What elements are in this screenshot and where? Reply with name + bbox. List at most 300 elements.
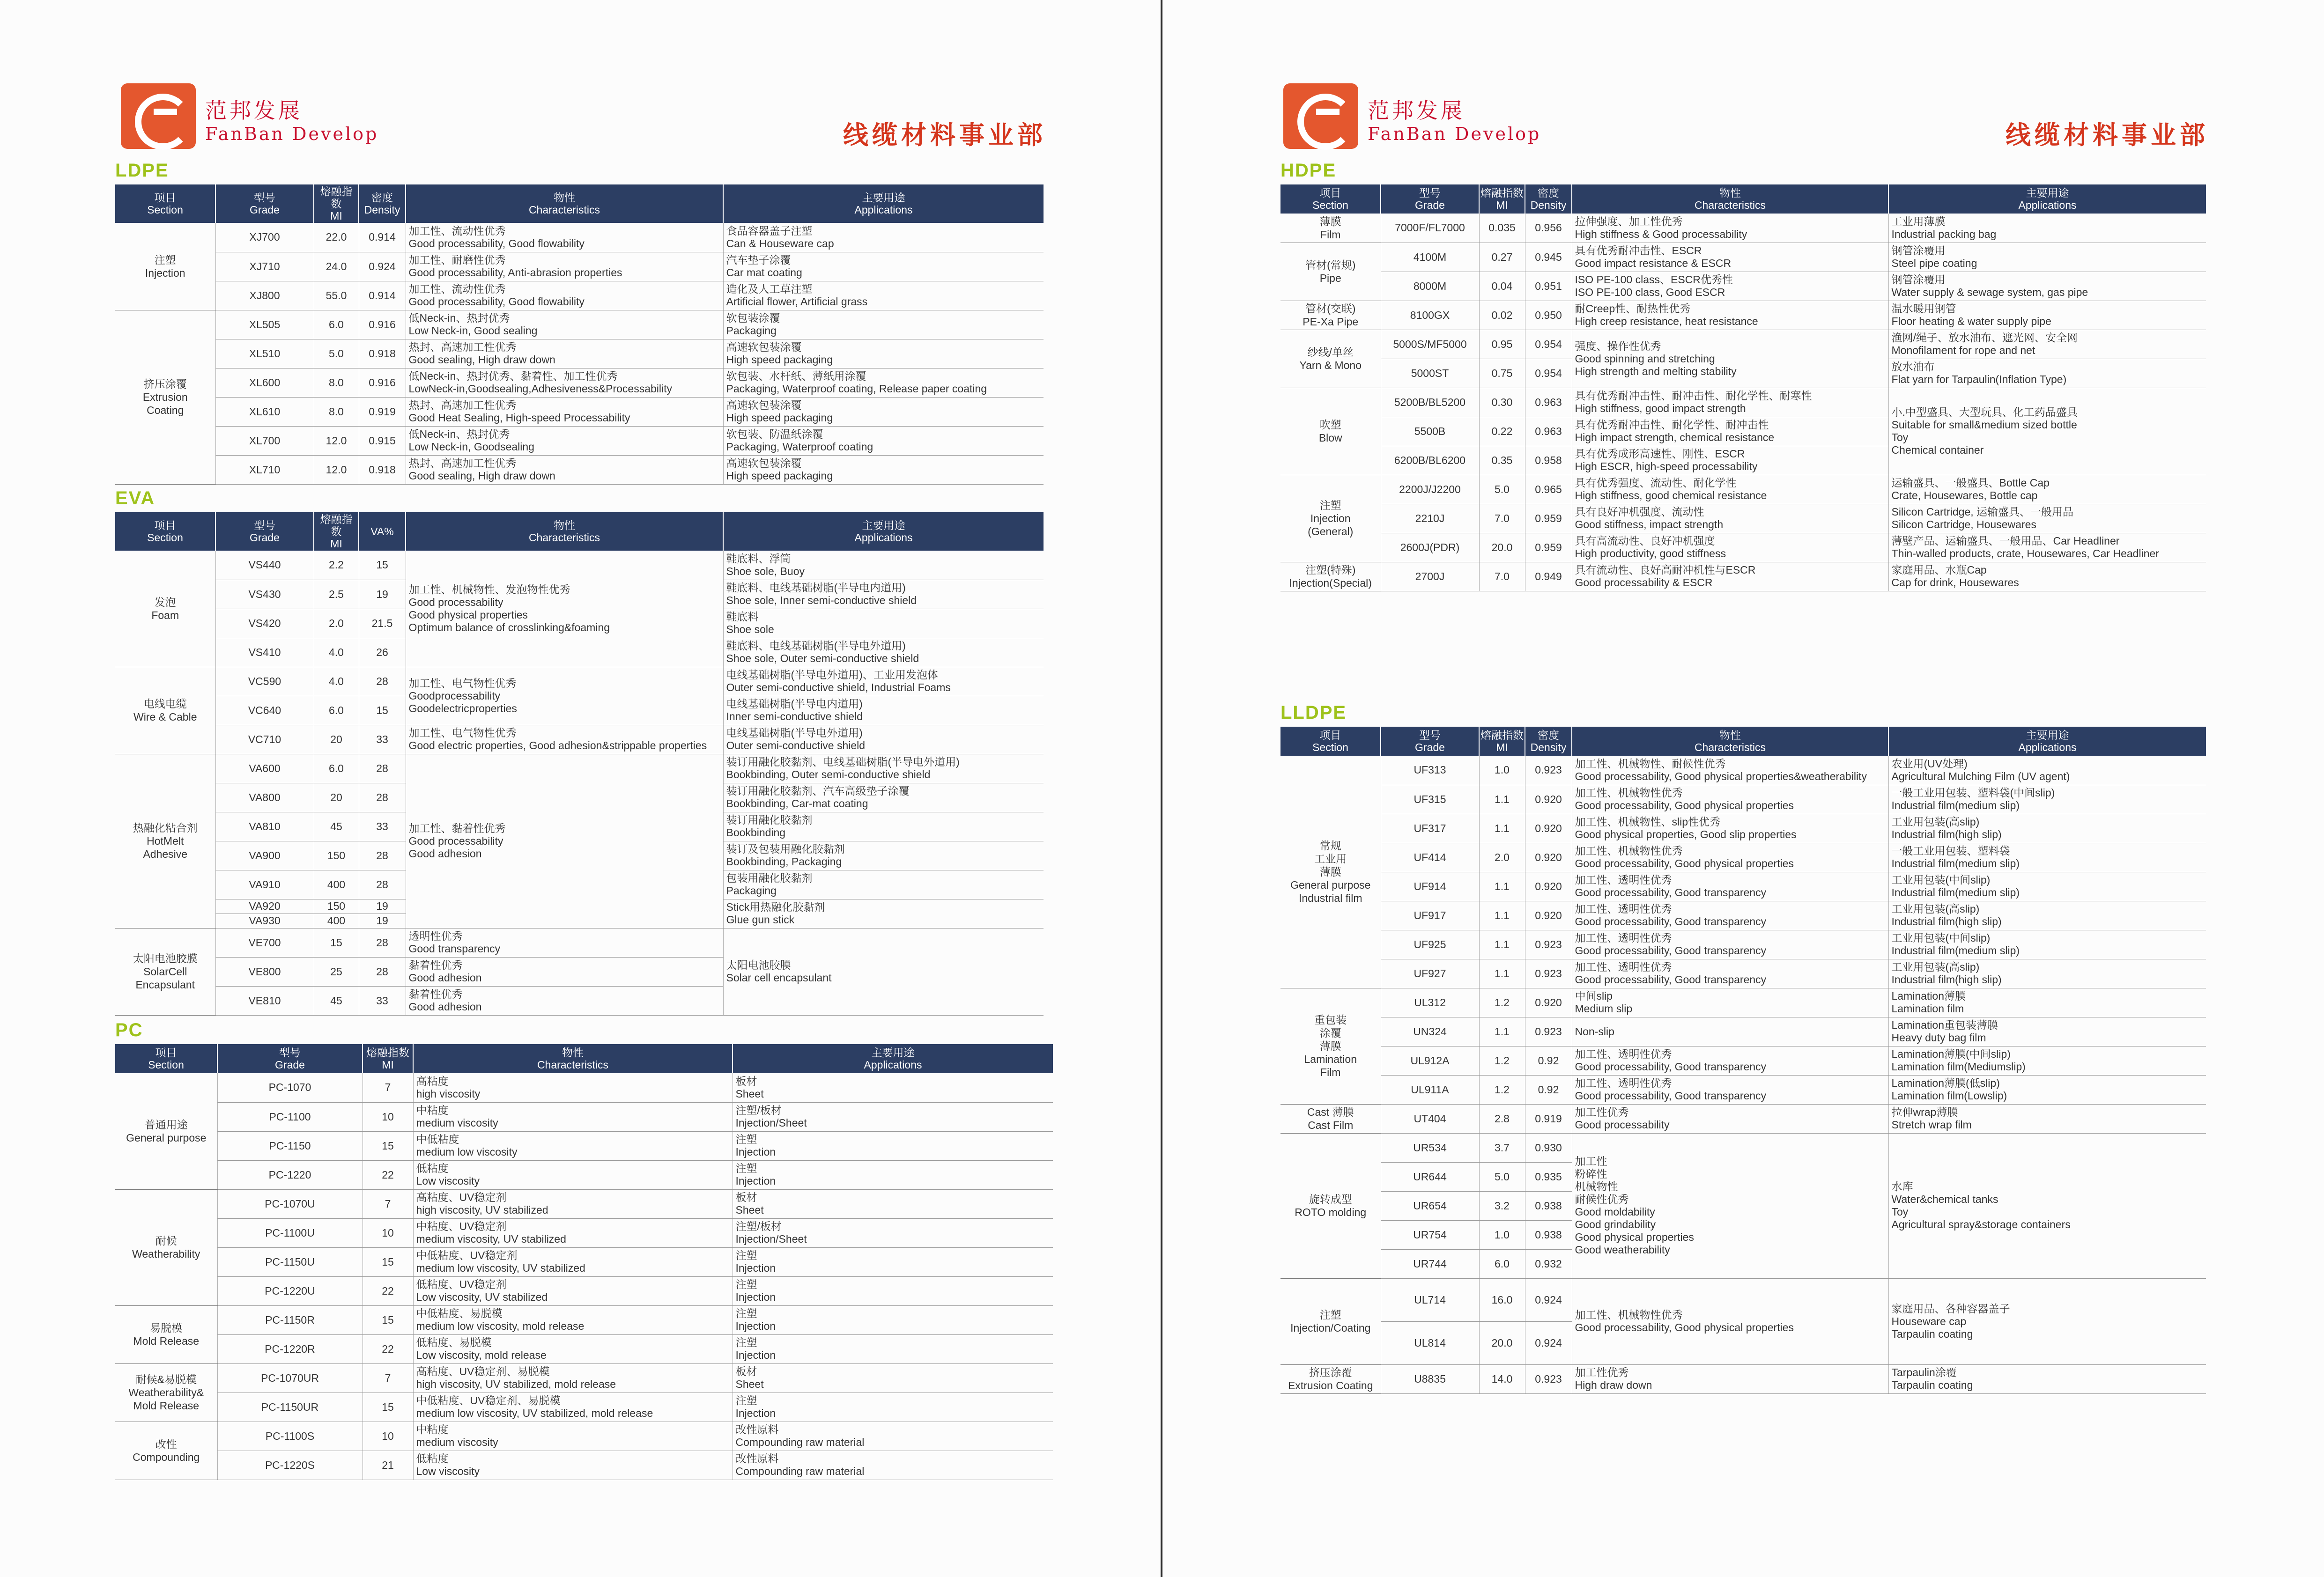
- text-line: Adhesive: [143, 848, 188, 860]
- mi-cell: 8.0: [314, 397, 359, 426]
- applications-cell: [723, 397, 1044, 426]
- text-line: Sheet: [735, 1204, 764, 1216]
- text-line: 注塑/板材: [735, 1104, 782, 1116]
- text-line: Film: [1320, 228, 1341, 241]
- density-cell: 0.923: [1525, 756, 1572, 785]
- va-cell: 28: [359, 783, 406, 812]
- text-line: Good impact resistance & ESCR: [1575, 257, 1732, 269]
- section-label: [1280, 388, 1381, 475]
- table-row: [1280, 272, 2206, 301]
- grade-cell: VE800: [215, 957, 314, 986]
- mi-cell: 45: [314, 812, 359, 841]
- text-line: 热封、高速加工性优秀: [408, 457, 517, 469]
- grade-cell: PC-1220R: [217, 1334, 363, 1363]
- text-line: 具有优秀成形高速性、刚性、ESCR: [1575, 448, 1745, 460]
- applications-cell: [733, 1334, 1053, 1363]
- va-cell: 28: [359, 928, 406, 957]
- text-line: Injection: [735, 1320, 776, 1332]
- mi-cell: 2.0: [1479, 843, 1525, 872]
- text-line: 加工性、透明性优秀: [1575, 903, 1672, 915]
- table-row: [115, 281, 1044, 310]
- grade-cell: VA600: [215, 754, 314, 783]
- text-line: Outer semi-conductive shield, Industrial Foams: [726, 681, 951, 693]
- text-line: Industrial film(high slip): [1891, 915, 2002, 928]
- grade-cell: 8100GX: [1381, 301, 1479, 330]
- text-line: Good stiffness, impact strength: [1575, 518, 1724, 531]
- mi-cell: 0.035: [1479, 214, 1525, 243]
- text-line: 小.中型盛具、大型玩具、化工药品盛具: [1891, 406, 2078, 418]
- characteristics-cell: [406, 551, 723, 667]
- mi-cell: 1.2: [1479, 1075, 1525, 1104]
- table-ldpe: [115, 184, 1044, 485]
- header-label: Characteristics: [537, 1059, 609, 1071]
- grade-cell: UN324: [1381, 1017, 1479, 1046]
- text-line: 热融化粘合剂: [133, 822, 198, 834]
- text-line: 改性原料: [735, 1423, 779, 1436]
- text-line: ISO PE-100 class, Good ESCR: [1575, 286, 1725, 298]
- text-line: Tarpaulin coating: [1891, 1327, 1973, 1340]
- text-line: Good processability, Anti-abrasion properties: [408, 266, 622, 279]
- text-line: High impact strength, chemical resistance: [1575, 431, 1775, 443]
- grade-cell: PC-1100S: [217, 1422, 363, 1451]
- header-label: Density: [364, 204, 400, 216]
- text-line: Injection(Special): [1289, 577, 1372, 589]
- text-line: 中低粘度: [416, 1133, 459, 1145]
- applications-cell: [723, 812, 1044, 841]
- applications-cell: [733, 1305, 1053, 1334]
- table-row: [1280, 504, 2206, 533]
- text-line: 板材: [735, 1365, 757, 1378]
- text-line: Tarpaulin涂覆: [1891, 1366, 1957, 1378]
- text-line: Lamination薄膜(低slip): [1891, 1077, 2000, 1089]
- text-line: 电线电缆: [143, 698, 187, 710]
- header-label: Characteristics: [1694, 741, 1766, 753]
- text-line: 加工性、机械物性优秀: [1575, 845, 1683, 857]
- applications-cell: [733, 1276, 1053, 1305]
- header-label: Applications: [854, 204, 913, 216]
- density-cell: 0.918: [359, 339, 406, 368]
- table-row: [1280, 959, 2206, 988]
- applications-cell: [723, 609, 1044, 638]
- mi-cell: 0.02: [1479, 301, 1525, 330]
- applications-cell: [723, 455, 1044, 484]
- text-line: Low viscosity, mold release: [416, 1349, 547, 1361]
- col-section: [115, 184, 215, 223]
- va-cell: 19: [359, 914, 406, 928]
- characteristics-cell: [1572, 475, 1888, 504]
- grade-cell: XJ700: [215, 223, 314, 252]
- applications-cell: [1888, 988, 2206, 1017]
- table-row: [115, 667, 1044, 696]
- text-line: 注塑: [735, 1307, 757, 1319]
- applications-cell: [1888, 243, 2206, 272]
- header-row: [115, 512, 1044, 551]
- text-line: 薄膜: [1319, 865, 1341, 878]
- mi-cell: 15: [363, 1393, 413, 1422]
- text-line: High productivity, good stiffness: [1575, 547, 1726, 560]
- header-label: Characteristics: [528, 531, 600, 544]
- text-line: Packaging: [726, 324, 777, 337]
- grade-cell: 5000S/MF5000: [1381, 330, 1479, 359]
- text-line: 电线基础树脂(半导电外道用): [726, 727, 863, 739]
- characteristics-cell: [413, 1160, 733, 1189]
- text-line: Goodprocessability: [408, 689, 501, 702]
- text-line: 薄壁产品、运输盛具、一般用品、Car Headliner: [1891, 535, 2120, 547]
- text-line: Film: [1320, 1066, 1341, 1078]
- grade-cell: VC710: [215, 725, 314, 754]
- applications-cell: [1888, 1278, 2206, 1364]
- va-cell: 33: [359, 725, 406, 754]
- characteristics-cell: [413, 1073, 733, 1102]
- table-row: [115, 1247, 1053, 1276]
- grade-cell: 2200J/J2200: [1381, 475, 1479, 504]
- header-label: 熔融指数: [366, 1046, 409, 1059]
- header-label: 密度: [1538, 187, 1559, 199]
- text-line: 一般工业用包装、塑料袋: [1891, 845, 2010, 857]
- density-cell: 0.916: [359, 310, 406, 339]
- header-label: Section: [1312, 741, 1348, 753]
- text-line: Stretch wrap film: [1891, 1119, 1972, 1131]
- characteristics-cell: [1572, 562, 1888, 591]
- text-line: High creep resistance, heat resistance: [1575, 315, 1758, 327]
- text-line: High strength and melting stability: [1575, 365, 1737, 377]
- mi-cell: 22: [363, 1160, 413, 1189]
- mi-cell: 16.0: [1479, 1278, 1525, 1321]
- applications-cell: [723, 725, 1044, 754]
- text-line: Outer semi-conductive shield: [726, 739, 866, 752]
- density-cell: 0.935: [1525, 1162, 1572, 1191]
- applications-cell: [723, 754, 1044, 783]
- text-line: Good processability, Good transparency: [1575, 944, 1767, 957]
- text-line: Good processability, Good transparency: [1575, 973, 1767, 986]
- text-line: 注塑: [154, 253, 176, 266]
- text-line: Lamination薄膜: [1891, 990, 1966, 1002]
- grade-cell: 5000ST: [1381, 359, 1479, 388]
- grade-cell: PC-1100U: [217, 1218, 363, 1247]
- grade-cell: 6200B/BL6200: [1381, 446, 1479, 475]
- text-line: 高速软包装涂覆: [726, 341, 802, 353]
- mi-cell: 6.0: [314, 754, 359, 783]
- text-line: Good electric properties, Good adhesion&strippable properties: [408, 739, 707, 752]
- grade-cell: UR744: [1381, 1249, 1479, 1278]
- grade-cell: UR534: [1381, 1133, 1479, 1162]
- applications-cell: [1888, 562, 2206, 591]
- table-row: [1280, 988, 2206, 1017]
- text-line: 改性原料: [735, 1452, 779, 1465]
- text-line: Water supply & sewage system, gas pipe: [1891, 286, 2088, 298]
- text-line: 挤压涂覆: [143, 378, 187, 390]
- mi-cell: 2.0: [314, 609, 359, 638]
- table-row: [1280, 1278, 2206, 1321]
- text-line: 包装用融化胶黏剂: [726, 872, 813, 884]
- table-row: [1280, 330, 2206, 359]
- text-line: 管材(常规): [1305, 259, 1356, 271]
- text-line: Good transparency: [408, 943, 501, 955]
- text-line: Injection: [735, 1262, 776, 1274]
- mi-cell: 2.5: [314, 580, 359, 609]
- section-label: [1280, 475, 1381, 562]
- text-line: Low viscosity, UV stabilized: [416, 1291, 548, 1303]
- text-line: Compounding raw material: [735, 1436, 865, 1448]
- characteristics-cell: [406, 426, 723, 455]
- col-applications: [723, 512, 1044, 551]
- mi-cell: 20.0: [1479, 1321, 1525, 1364]
- characteristics-cell: [406, 725, 723, 754]
- characteristics-cell: [406, 397, 723, 426]
- mi-cell: 0.22: [1479, 417, 1525, 446]
- text-line: Low viscosity: [416, 1175, 480, 1187]
- section-label: [115, 928, 215, 1015]
- header-label: Characteristics: [528, 204, 600, 216]
- density-cell: 0.923: [1525, 1017, 1572, 1046]
- grade-cell: VS410: [215, 638, 314, 667]
- text-line: Shoe sole, Inner semi-conductive shield: [726, 594, 917, 606]
- text-line: Optimum balance of crosslinking&foaming: [408, 621, 610, 634]
- table-row: [115, 252, 1044, 281]
- applications-cell: [1888, 1017, 2206, 1046]
- characteristics-cell: [413, 1422, 733, 1451]
- applications-cell: [733, 1131, 1053, 1160]
- applications-cell: [733, 1102, 1053, 1131]
- text-line: High ESCR, high-speed processability: [1575, 460, 1758, 472]
- header-label: 主要用途: [862, 519, 905, 531]
- text-line: 注塑: [735, 1162, 757, 1174]
- text-line: 中粘度、UV稳定剂: [416, 1220, 507, 1232]
- text-line: 注塑: [1319, 499, 1341, 511]
- grade-cell: VA800: [215, 783, 314, 812]
- header-label: 项目: [154, 192, 176, 204]
- grade-cell: 2700J: [1381, 562, 1479, 591]
- grade-cell: XL610: [215, 397, 314, 426]
- mi-cell: 55.0: [314, 281, 359, 310]
- mi-cell: 5.0: [1479, 1162, 1525, 1191]
- text-line: 装订及包装用融化胶黏剂: [726, 843, 845, 855]
- header-label: 熔融指数: [320, 185, 353, 210]
- text-line: Packaging, Waterproof coating: [726, 441, 873, 453]
- text-line: 工业用包装(中间slip): [1891, 874, 1991, 886]
- section-title-lldpe: LLDPE: [1280, 702, 1347, 723]
- density-cell: 0.954: [1525, 330, 1572, 359]
- mi-cell: 22: [363, 1334, 413, 1363]
- grade-cell: 4100M: [1381, 243, 1479, 272]
- table-hdpe: [1280, 184, 2206, 591]
- section-label: [1280, 1278, 1381, 1364]
- text-line: Good processability: [408, 834, 503, 847]
- col-grade: [215, 184, 314, 223]
- text-line: 加工性、黏着性优秀: [408, 822, 506, 834]
- applications-cell: [1888, 1104, 2206, 1133]
- grade-cell: UT404: [1381, 1104, 1479, 1133]
- text-line: Good adhesion: [408, 847, 482, 860]
- section-label: [115, 1422, 217, 1480]
- applications-cell: [733, 1218, 1053, 1247]
- text-line: 工业用薄膜: [1891, 215, 1946, 228]
- text-line: 注塑(特殊): [1305, 564, 1356, 576]
- text-line: 钢管涂覆用: [1891, 244, 1946, 257]
- header-row: [115, 184, 1044, 223]
- grade-cell: 2600J(PDR): [1381, 533, 1479, 562]
- text-line: Good processability, Good physical properties: [1575, 857, 1794, 870]
- applications-cell: [1888, 533, 2206, 562]
- text-line: Heavy duty bag film: [1891, 1032, 1986, 1044]
- applications-cell: [723, 310, 1044, 339]
- mi-cell: 150: [314, 841, 359, 870]
- applications-cell: [1888, 959, 2206, 988]
- col-section: [115, 512, 215, 551]
- section-title-ldpe: LDPE: [115, 160, 169, 181]
- applications-cell: [723, 667, 1044, 696]
- density-cell: 0.914: [359, 223, 406, 252]
- col-characteristics: [406, 512, 723, 551]
- table-row: [115, 1305, 1053, 1334]
- mi-cell: 45: [314, 986, 359, 1015]
- grade-cell: UF914: [1381, 872, 1479, 901]
- text-line: High stiffness, good impact strength: [1575, 402, 1746, 414]
- table-row: [115, 1363, 1053, 1393]
- table-eva: [115, 512, 1044, 1016]
- table-row: [1280, 1017, 2206, 1046]
- characteristics-cell: [1572, 330, 1888, 388]
- characteristics-cell: [406, 928, 723, 957]
- header-label: 物性: [1719, 187, 1741, 199]
- text-line: Good processability, Good transparency: [1575, 915, 1767, 928]
- va-cell: 28: [359, 957, 406, 986]
- grade-cell: VA810: [215, 812, 314, 841]
- characteristics-cell: [1572, 417, 1888, 446]
- characteristics-cell: [406, 281, 723, 310]
- text-line: medium low viscosity, UV stabilized, mold release: [416, 1407, 653, 1419]
- va-cell: 15: [359, 551, 406, 580]
- mi-cell: 22: [363, 1276, 413, 1305]
- header-row: [1280, 184, 2206, 214]
- grade-cell: UL912A: [1381, 1046, 1479, 1075]
- applications-cell: [723, 899, 1044, 928]
- text-line: 中粘度: [416, 1104, 449, 1116]
- grade-cell: VC640: [215, 696, 314, 725]
- header-label: 型号: [1419, 729, 1441, 741]
- text-line: 加工性、耐磨性优秀: [408, 254, 506, 266]
- text-line: 注塑: [1319, 1309, 1341, 1321]
- characteristics-cell: [413, 1363, 733, 1393]
- text-line: 食品容器盖子注塑: [726, 224, 813, 237]
- text-line: Good processability, Good transparency: [1575, 886, 1767, 899]
- grade-cell: PC-1070UR: [217, 1363, 363, 1393]
- mi-cell: 25: [314, 957, 359, 986]
- text-line: Good processability, Good transparency: [1575, 1061, 1767, 1073]
- header-label: 型号: [279, 1046, 301, 1059]
- text-line: Cast 薄膜: [1307, 1106, 1354, 1118]
- text-line: Good processability & ESCR: [1575, 576, 1713, 589]
- characteristics-cell: [413, 1218, 733, 1247]
- text-line: Shoe sole, Buoy: [726, 565, 805, 577]
- applications-cell: [733, 1247, 1053, 1276]
- mi-cell: 6.0: [1479, 1249, 1525, 1278]
- text-line: Good grindability: [1575, 1218, 1656, 1231]
- applications-cell: [723, 223, 1044, 252]
- text-line: 工业用包装(高slip): [1891, 961, 1980, 973]
- grade-cell: VS440: [215, 551, 314, 580]
- header-label: 型号: [1419, 187, 1441, 199]
- text-line: Injection: [145, 266, 185, 279]
- text-line: 拉伸wrap薄膜: [1891, 1106, 1958, 1118]
- mi-cell: 15: [314, 928, 359, 957]
- section-label: [115, 667, 215, 754]
- text-line: 造化及人工草注塑: [726, 283, 813, 295]
- density-cell: 0.915: [359, 426, 406, 455]
- text-line: Injection: [735, 1175, 776, 1187]
- text-line: 注塑/板材: [735, 1220, 782, 1232]
- text-line: 工业用: [1314, 852, 1347, 865]
- text-line: Bookbinding, Outer semi-conductive shield: [726, 768, 931, 781]
- table-row: [115, 1422, 1053, 1451]
- text-line: 渔网/绳子、放水油布、遮光网、安全网: [1891, 332, 2078, 344]
- text-line: Agricultural spray&storage containers: [1891, 1218, 2071, 1231]
- text-line: 加工性、透明性优秀: [1575, 932, 1672, 944]
- text-line: 具有优秀强度、流动性、耐化学性: [1575, 477, 1737, 489]
- grade-cell: UF925: [1381, 930, 1479, 959]
- text-line: 低粘度、易脱模: [416, 1336, 492, 1349]
- division-title: 线缆材料事业部: [2006, 120, 2209, 150]
- applications-cell: [1888, 214, 2206, 243]
- applications-cell: [723, 339, 1044, 368]
- table-row: [1280, 533, 2206, 562]
- text-line: 工业用包装(高slip): [1891, 903, 1980, 915]
- table-row: [1280, 1075, 2206, 1104]
- col-mi: [314, 184, 359, 223]
- grade-cell: XL600: [215, 368, 314, 397]
- characteristics-cell: [1572, 533, 1888, 562]
- text-line: Weatherability: [132, 1248, 200, 1260]
- text-line: 注塑: [735, 1278, 757, 1290]
- text-line: 电线基础树脂(半导电内道用): [726, 698, 863, 710]
- characteristics-cell: [413, 1247, 733, 1276]
- header-label: 密度: [371, 192, 393, 204]
- text-line: Toy: [1891, 1206, 1909, 1218]
- mi-cell: 1.1: [1479, 814, 1525, 843]
- text-line: Good processability: [408, 596, 503, 608]
- mi-cell: 2.2: [314, 551, 359, 580]
- mi-cell: 5.0: [314, 339, 359, 368]
- text-line: 普通用途: [144, 1118, 188, 1131]
- table-row: [115, 1451, 1053, 1480]
- density-cell: 0.92: [1525, 1046, 1572, 1075]
- mi-cell: 10: [363, 1218, 413, 1247]
- table-row: [1280, 1364, 2206, 1393]
- text-line: 具有优秀耐冲击性、ESCR: [1575, 244, 1702, 257]
- density-cell: 0.945: [1525, 243, 1572, 272]
- characteristics-cell: [406, 223, 723, 252]
- col-third: VA%: [359, 512, 406, 551]
- mi-cell: 1.2: [1479, 1046, 1525, 1075]
- table-row: [1280, 562, 2206, 591]
- text-line: 高粘度、UV稳定剂、易脱模: [416, 1365, 550, 1378]
- text-line: PE-Xa Pipe: [1303, 316, 1359, 328]
- grade-cell: UR644: [1381, 1162, 1479, 1191]
- header-label: 项目: [155, 1046, 177, 1059]
- text-line: 软包装涂覆: [726, 312, 780, 324]
- mi-cell: 4.0: [314, 638, 359, 667]
- text-line: Good weatherability: [1575, 1244, 1670, 1256]
- characteristics-cell: [1572, 872, 1888, 901]
- text-line: High speed packaging: [726, 354, 833, 366]
- text-line: 低粘度: [416, 1452, 449, 1465]
- col-grade: [217, 1044, 363, 1073]
- characteristics-cell: [406, 252, 723, 281]
- mi-cell: 3.2: [1479, 1191, 1525, 1220]
- header-label: MI: [1496, 741, 1508, 753]
- density-cell: 0.918: [359, 455, 406, 484]
- text-line: 涂覆: [1319, 1027, 1341, 1039]
